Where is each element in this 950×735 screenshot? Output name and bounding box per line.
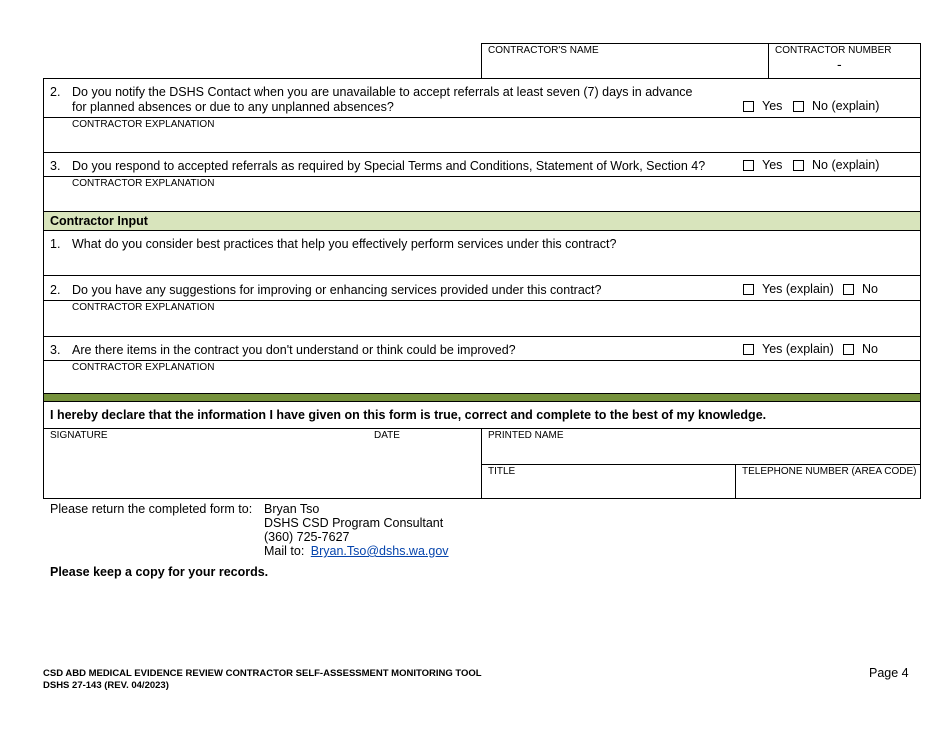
printed-name-label: PRINTED NAME: [488, 430, 564, 441]
question-number: 2.: [50, 85, 61, 99]
declaration-text: I hereby declare that the information I have given on this form is true, correct and complete to the best of my knowledge.: [50, 408, 767, 422]
section-header-contractor-input: [43, 211, 921, 231]
telephone-field[interactable]: [735, 464, 921, 499]
yes-label: Yes: [762, 99, 783, 113]
mail-row: [264, 544, 449, 558]
question-row-contract-items: [43, 336, 921, 361]
signature-field[interactable]: [43, 428, 482, 499]
question-number: 1.: [50, 237, 61, 251]
question-text: Do you have any suggestions for improving or enhancing services provided under this contract?: [72, 283, 602, 297]
yes-explain-label: Yes (explain): [762, 342, 834, 356]
no-checkbox[interactable]: [843, 344, 854, 355]
yes-checkbox[interactable]: [743, 101, 754, 112]
question-text: Do you respond to accepted referrals as required by Special Terms and Conditions, Statement of Work, Section 4?: [72, 159, 706, 173]
section-title: Contractor Input: [50, 214, 148, 228]
question-number: 2.: [50, 283, 61, 297]
yes-explain-checkbox[interactable]: [743, 344, 754, 355]
explanation-label: CONTRACTOR EXPLANATION: [72, 178, 215, 189]
signature-label: SIGNATURE: [50, 430, 108, 441]
question-number: 3.: [50, 343, 61, 357]
explanation-field[interactable]: [43, 360, 921, 394]
question-row-suggestions: [43, 275, 921, 301]
question-text: Are there items in the contract you don't understand or think could be improved?: [72, 343, 516, 357]
email-link[interactable]: Bryan.Tso@dshs.wa.gov: [310, 544, 449, 558]
footer-form-number: DSHS 27-143 (REV. 04/2023): [43, 680, 169, 691]
contractor-number-label: CONTRACTOR NUMBER: [775, 45, 892, 56]
yes-explain-label: Yes (explain): [762, 282, 834, 296]
contractor-number-value: -: [837, 56, 842, 72]
title-label: TITLE: [488, 466, 516, 477]
yes-label: Yes: [762, 158, 783, 172]
title-field[interactable]: [481, 464, 736, 499]
no-label: No: [862, 342, 878, 356]
no-label: No (explain): [812, 99, 880, 113]
question-number: 3.: [50, 159, 61, 173]
date-label: DATE: [374, 430, 400, 441]
no-checkbox[interactable]: [843, 284, 854, 295]
explanation-label: CONTRACTOR EXPLANATION: [72, 302, 215, 313]
contact-role: DSHS CSD Program Consultant: [264, 516, 444, 530]
mail-label: Mail to:: [264, 544, 305, 558]
question-row-unavailable-notice: [43, 78, 921, 118]
explanation-field[interactable]: [43, 117, 921, 153]
explanation-label: CONTRACTOR EXPLANATION: [72, 362, 215, 373]
declaration-row: [43, 401, 921, 429]
question-text: What do you consider best practices that help you effectively perform services under this contract?: [72, 237, 617, 251]
yes-explain-checkbox[interactable]: [743, 284, 754, 295]
explanation-field[interactable]: [43, 300, 921, 337]
contact-name: Bryan Tso: [264, 502, 320, 516]
question-text: Do you notify the DSHS Contact when you are unavailable to accept referrals at least seven (7) days in advance for planned absences or due to any unplanned absences?: [72, 85, 693, 114]
no-checkbox[interactable]: [793, 101, 804, 112]
page-number: Page 4: [869, 666, 909, 680]
printed-name-field[interactable]: [481, 428, 921, 465]
footer-form-title: CSD ABD MEDICAL EVIDENCE REVIEW CONTRACTOR SELF-ASSESSMENT MONITORING TOOL: [43, 668, 482, 679]
contact-phone: (360) 725-7627: [264, 530, 350, 544]
contractor-name-label: CONTRACTOR'S NAME: [488, 45, 599, 56]
keep-copy-note: Please keep a copy for your records.: [50, 565, 269, 579]
question-row-respond-referrals: [43, 152, 921, 177]
telephone-label: TELEPHONE NUMBER (AREA CODE): [742, 466, 917, 477]
contractor-name-field[interactable]: [481, 43, 769, 79]
explanation-label: CONTRACTOR EXPLANATION: [72, 119, 215, 130]
yes-checkbox[interactable]: [743, 160, 754, 171]
no-label: No (explain): [812, 158, 880, 172]
contractor-number-field[interactable]: [768, 43, 921, 79]
return-intro: Please return the completed form to:: [50, 502, 253, 516]
question-row-best-practices[interactable]: [43, 230, 921, 276]
no-label: No: [862, 282, 878, 296]
no-checkbox[interactable]: [793, 160, 804, 171]
explanation-field[interactable]: [43, 176, 921, 212]
